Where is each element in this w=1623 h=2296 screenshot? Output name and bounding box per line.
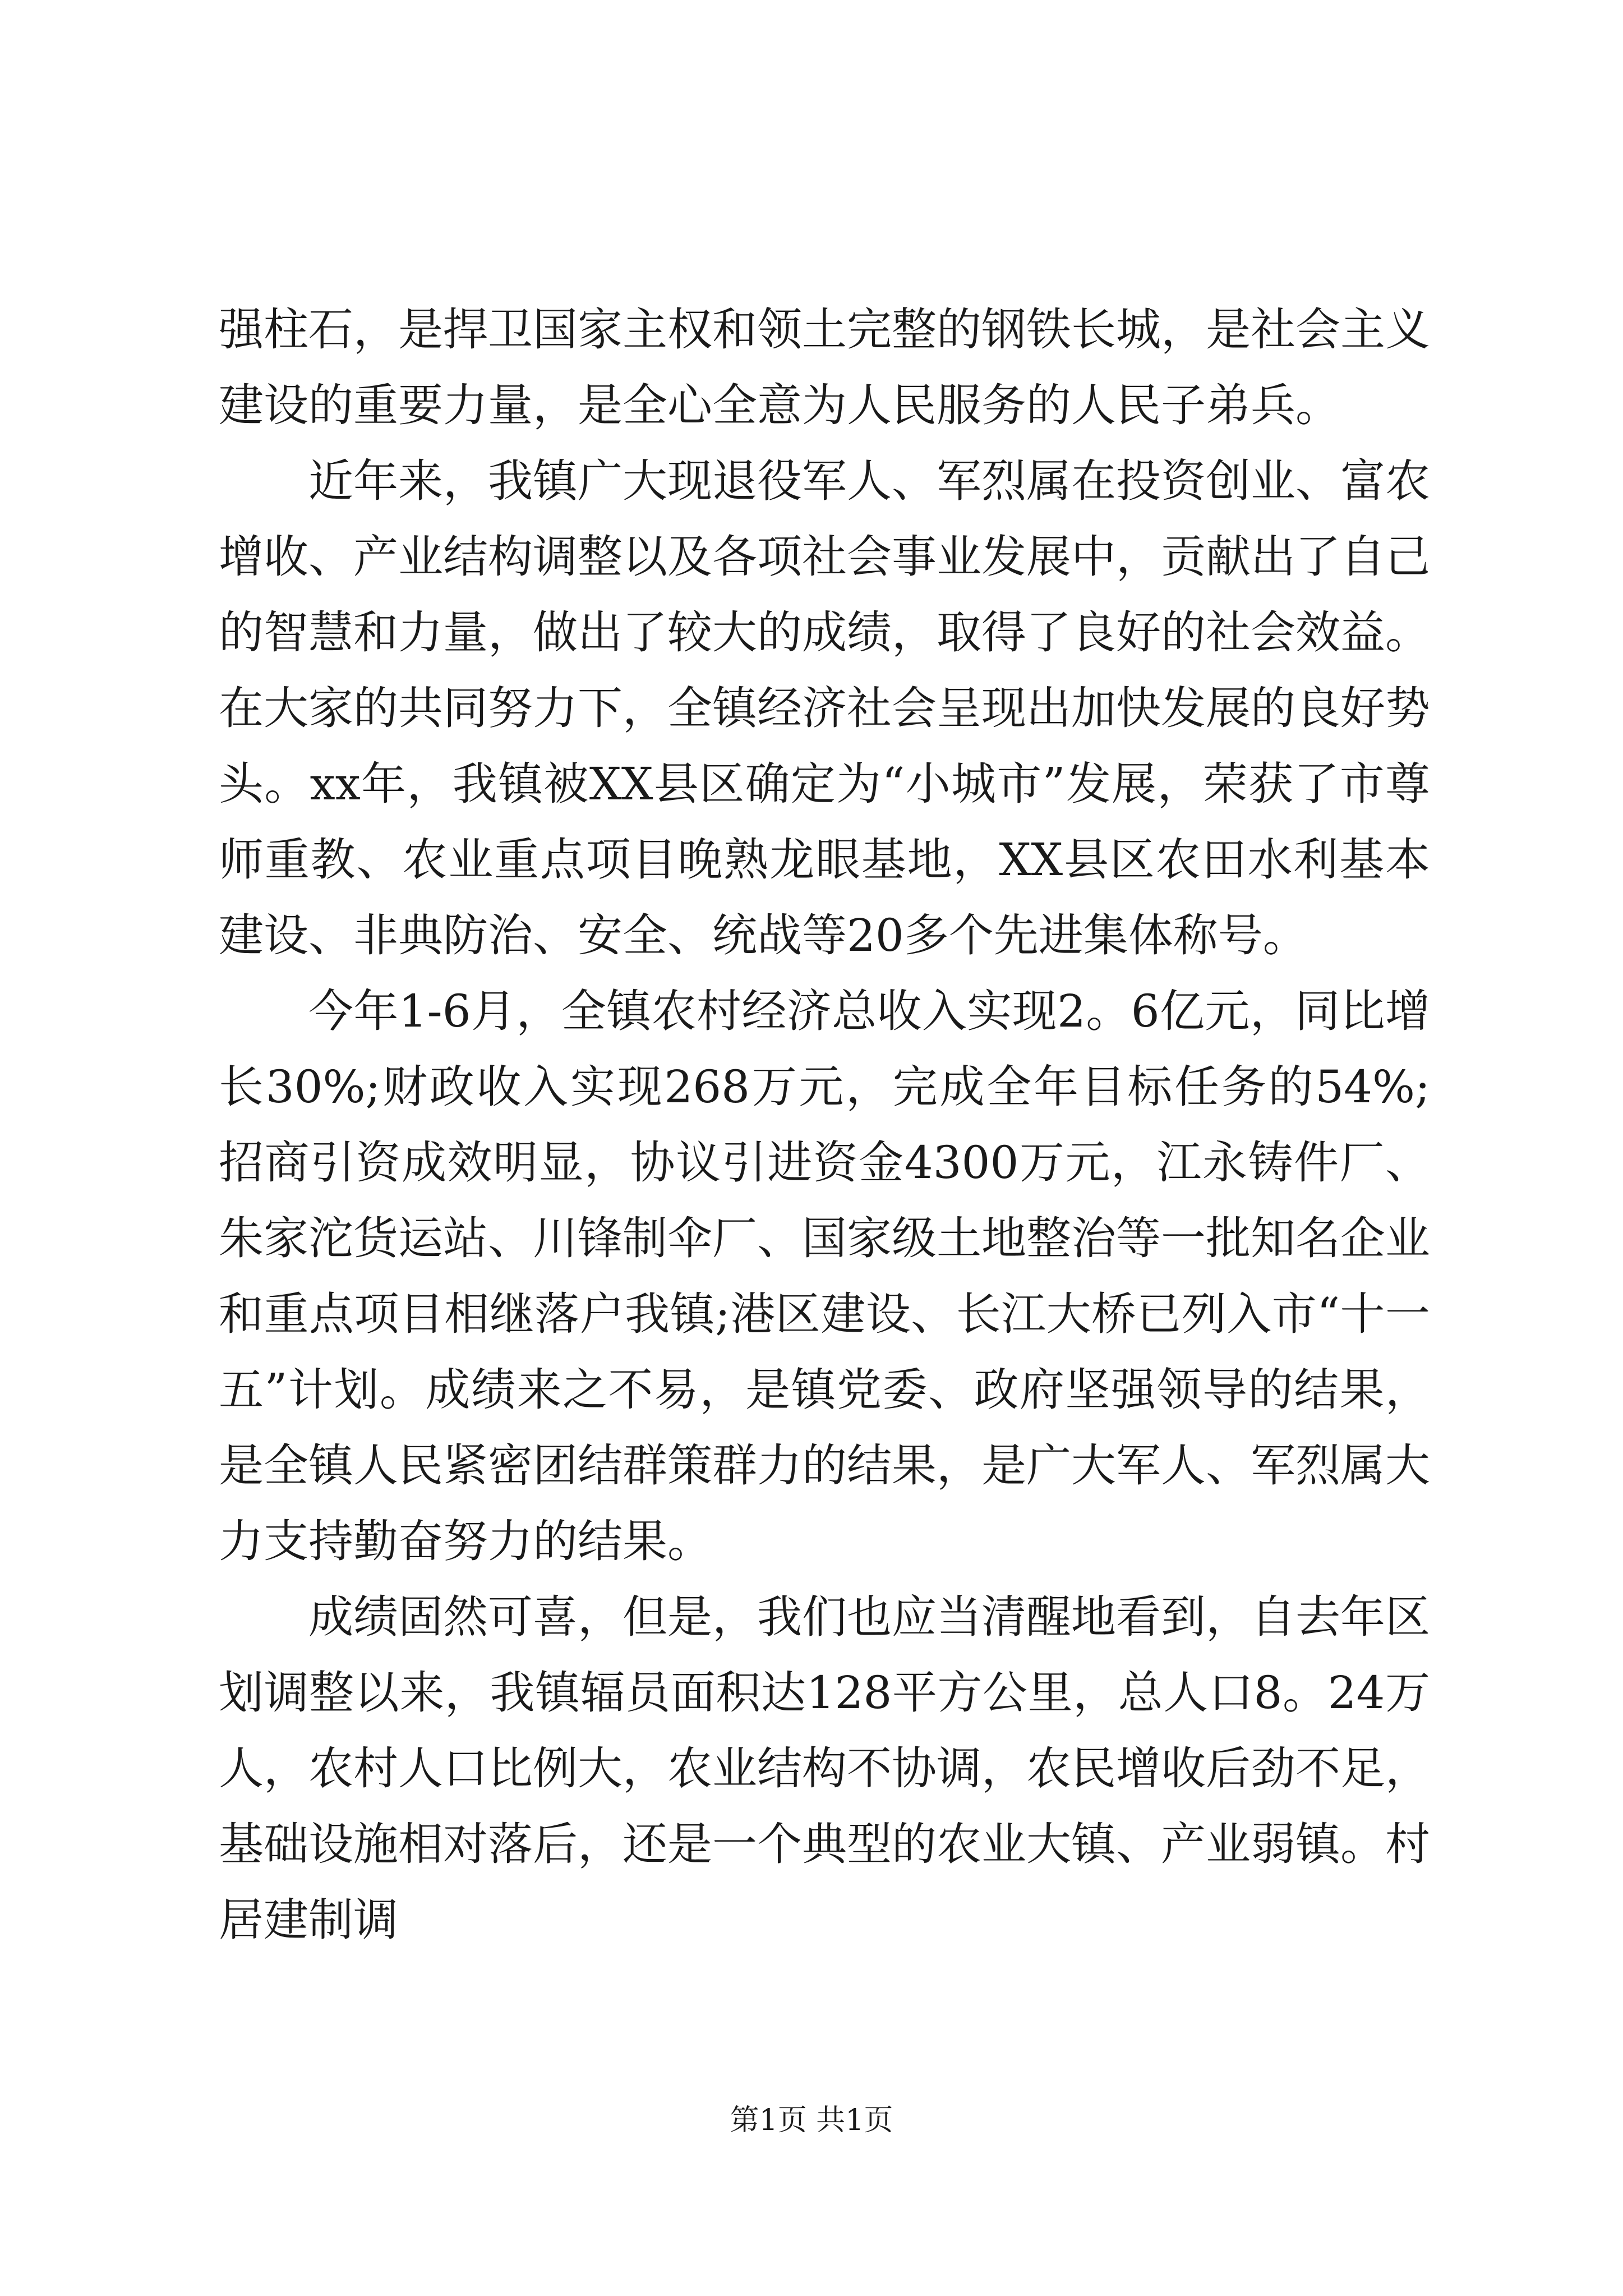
- paragraph-4: 成绩固然可喜，但是，我们也应当清醒地看到，自去年区划调整以来，我镇辐员面积达128平方公里，总人口8。24万人，农村人口比例大，农业结构不协调，农民增收后劲不足，基础设施相对落后，还是一个典型的农业大镇、产业弱镇。村居建制调: [219, 1591, 1430, 1946]
- document-body: [219, 292, 1430, 1958]
- paragraph-3: 今年1-6月，全镇农村经济总收入实现2。6亿元，同比增长30%;财政收入实现268万元，完成全年目标任务的54%;招商引资成效明显，协议引进资金4300万元，江永铸件厂、朱家沱货运站、川锋制伞厂、国家级土地整治等一批知名企业和重点项目相继落户我镇;港区建设、长江大桥已列入市“十一五”计划。成绩来之不易，是镇党委、政府坚强领导的结果，是全镇人民紧密团结群策群力的结果，是广大军人、军烈属大力支持勤奋努力的结果。: [219, 985, 1430, 1567]
- page-number-label: 第1页 共1页: [730, 2104, 893, 2137]
- paragraph-2: 近年来，我镇广大现退役军人、军烈属在投资创业、富农增收、产业结构调整以及各项社会事业发展中，贡献出了自己的智慧和力量，做出了较大的成绩，取得了良好的社会效益。在大家的共同努力下，全镇经济社会呈现出加快发展的良好势头。xx年，我镇被XX县区确定为“小城市”发展，荣获了市尊师重教、农业重点项目晚熟龙眼基地，XX县区农田水利基本建设、非典防治、安全、统战等20多个先进集体称号。: [219, 455, 1430, 961]
- paragraph-1: 强柱石，是捍卫国家主权和领土完整的钢铁长城，是社会主义建设的重要力量，是全心全意为人民服务的人民子弟兵。: [219, 303, 1430, 431]
- page-footer: [0, 2101, 1623, 2140]
